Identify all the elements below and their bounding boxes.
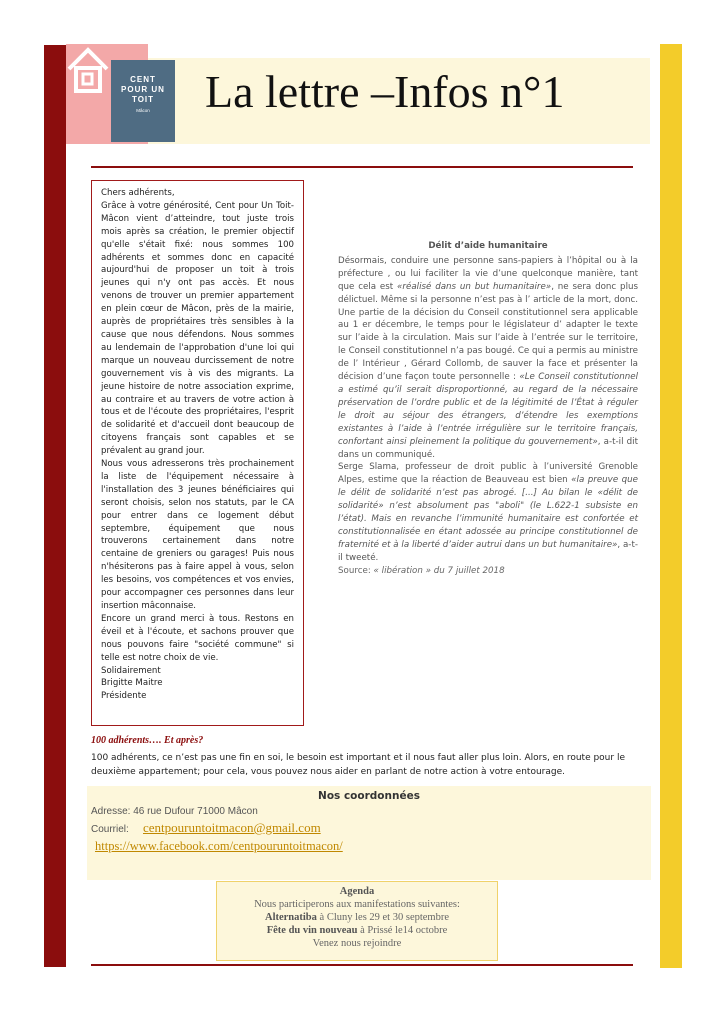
event-2-detail: à Prissé le14 octobre [357, 925, 448, 936]
agenda-outro: Venez nous rejoindre [312, 938, 402, 949]
article-text: , a-t-il tweeté. [338, 539, 638, 563]
left-red-border [44, 45, 66, 967]
article [338, 240, 638, 578]
letter-closing: Solidairement [101, 665, 161, 676]
contact-title: Nos coordonnées [318, 790, 420, 802]
section-text: 100 adhérents, ce n’est pas une fin en soi, le besoin est important et il nous faut aller plus loin. Alors, en route pour le deuxième appartement; pour cela, vous pouvez nous aider en parlant de notre action à votre entourage. [91, 753, 625, 777]
agenda-title [217, 885, 497, 898]
letter-paragraph-1: Grâce à votre générosité, Cent pour Un Toit-Mâcon vient d’atteindre, tout juste trois mois après sa création, le premier objectif qu'elle s'était fixé: nous sommes 100 adhérents et sommes donc en capacité aujourd'hui de proposer un toit à trois jeunes qui n'y ont pas accès. Et nous venons de trouver un premier appartement en plein cœur de Mâcon, près de la mairie, auprès de propriétaires très sensibles à la cause que nous défendons. Nous sommes au lendemain de l'approbation d'une loi qui marque un nouveau durcissement de notre gouvernement vis à vis des migrants. La jeune histoire de notre association exprime, au contraire et au travers de votre action à tous et de l'écoute des propriétaires, l'esprit de solidarité et d'accueil dont beaucoup de citoyens français sont capables et se prévalent au grand jour. [101, 200, 294, 457]
agenda-event-2 [217, 924, 497, 937]
article-quote: «réalisé dans un but humanitaire» [397, 281, 552, 292]
article-source [338, 565, 638, 578]
letter-signature: Brigitte Maitre [101, 678, 163, 689]
page-title: La lettre –Infos n°1 [205, 66, 565, 117]
header-divider [91, 166, 633, 168]
section-title: 100 adhérents…. Et après? [91, 735, 204, 746]
event-2-name: Fête du vin nouveau [266, 925, 358, 936]
contact-address: Adresse: 46 rue Dufour 71000 Mâcon [91, 806, 258, 817]
event-1-detail: à Cluny les 29 et 30 septembre [316, 912, 450, 923]
logo-city: Mâcon [136, 108, 150, 113]
logo [111, 60, 175, 142]
email-link[interactable]: centpouruntoitmacon@gmail.com [143, 820, 321, 835]
facebook-link[interactable]: https://www.facebook.com/centpouruntoitmacon/ [95, 839, 343, 853]
event-1-name: Alternatiba [264, 912, 317, 923]
article-text: , a-t-il dit dans un communiqué. [338, 436, 639, 460]
letter-paragraph-3: Encore un grand merci à tous. Restons en éveil et à l'écoute, et sachons prouver que nous pouvons faire "société commune" si telle est notre choix de vie. [101, 613, 294, 663]
agenda-box [216, 881, 498, 961]
agenda-event-1 [217, 911, 497, 924]
article-paragraph-1 [338, 255, 638, 462]
logo-line-1: CENT [130, 75, 156, 84]
article-text: Serge Slama, professeur de droit public à l’université Grenoble Alpes, estime que la réaction de Beauveau est bien [338, 462, 638, 486]
letter-role: Présidente [101, 691, 147, 702]
footer-divider [91, 964, 633, 966]
article-text: Désormais, conduire une personne sans-papiers à l’hôpital ou à la préfecture , ou lui faciliter la vie d’une quelconque manière, tant que cela est [338, 255, 638, 292]
article-text: , ne sera donc plus délictuel. Même si la personne n’est pas à l’ article de la mort, donc. Une partie de la décision du Conseil constitutionnel sera applicable au 1 er décembre, le temps pour le législateur d’ adapter le texte sur l’aide à la circulation. Mais sur l’aide à l’entrée sur le territoire, le Conseil constitutionnel n’a pas bougé. Ce qui a permis au ministre de l’ Intérieur , Gérard Collomb, de sauver la face et présenter la décision d’une façon toute personnelle : [338, 281, 639, 383]
logo-line-2: POUR UN [121, 85, 165, 94]
letter-paragraph-2: Nous vous adresserons très prochainement la liste de l'équipement nécessaire à l'installation des 3 jeunes bénéficiaires qui seront choisis, selon nos statuts, par le CA pour entrer dans ce logement début septembre, équipement que nous trouverons certainement dans notre centaine de greniers ou garages! Puis nous n'hésiterons pas à faire appel à vous, selon les besoins, vos compétences et vos envies, pour accompagner ces personnes dans leur insertion mâconnaise. [101, 459, 294, 611]
letter-greeting: Chers adhérents, [101, 188, 175, 198]
article-quote: «Le Conseil constitutionnel a estimé qu’il serait disproportionné, au regard de la nécessaire préservation de l’ordre public et de la légitimité de l’État à réguler le droit au séjour des étrangers, d’étendre les exemptions existantes à l’aide à l’entrée irrégulière sur le territoire français, confortant ainsi pleinement la politique du gouvernement» [338, 372, 638, 447]
contact-mail-label: Courriel: [91, 824, 129, 835]
right-yellow-border [660, 44, 682, 968]
logo-line-3: TOIT [131, 95, 155, 104]
article-title: Délit d’aide humanitaire [428, 241, 548, 251]
article-quote: «la preuve que le délit de solidarité n’est pas abrogé. [...] Au bilan le «délit de solidarité» n’est absolument pas "aboli" (le L.622-1 subsiste en l’état). Mais en revanche l’immunité humanitaire est confortée et constitutionnalisée en étant adossée au principe constitutionnel de fraternité et à la liberté d’aider autrui dans un but humanitaire» [338, 475, 638, 550]
source-label: Source: [338, 565, 374, 576]
article-paragraph-2 [338, 461, 638, 564]
agenda-intro: Nous participerons aux manifestations suivantes: [254, 899, 460, 910]
agenda-title-text: Agenda [339, 886, 375, 897]
president-letter [91, 180, 304, 726]
source-reference: « libération » du 7 juillet 2018 [373, 565, 505, 576]
